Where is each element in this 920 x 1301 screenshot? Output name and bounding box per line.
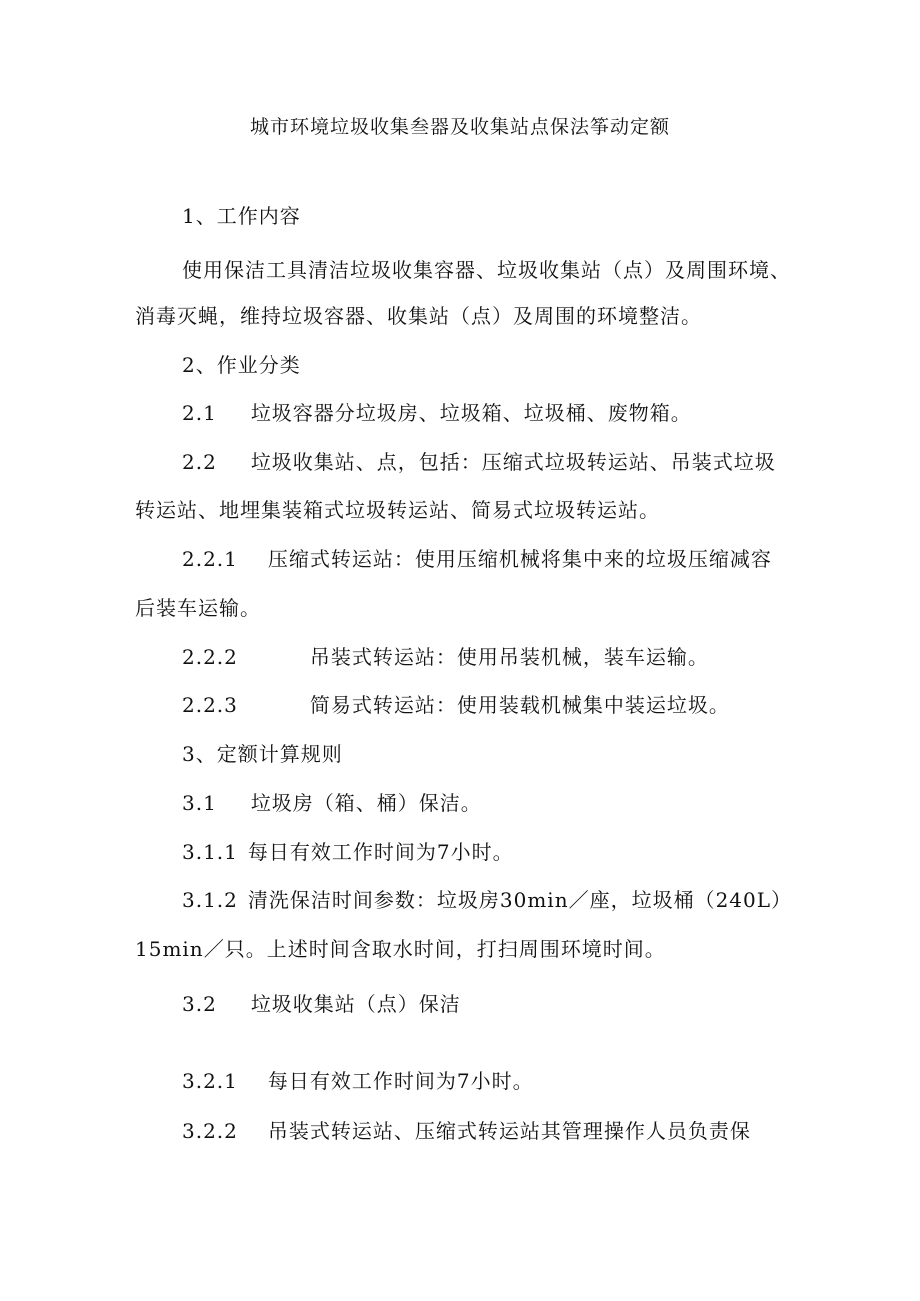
clause-text: 吊装式转运站、压缩式转运站其管理操作人员负责保 [267, 1119, 751, 1143]
section-heading-2: 2、作业分类 [182, 353, 301, 377]
section-heading-1: 1、工作内容 [182, 204, 301, 228]
clause-3-2-1 [182, 1067, 534, 1095]
clause-text: 垃圾容器分垃圾房、垃圾箱、垃圾桶、废物箱。 [250, 401, 692, 425]
document-title: 城市环境垃圾收集叁器及收集站点保法筝动定额 [249, 116, 670, 138]
clause-2-2-1 [182, 545, 772, 573]
clause-2-1 [182, 399, 692, 427]
clause-3-1-1 [182, 838, 514, 866]
clause-2-2 [182, 448, 776, 476]
clause-text: 简易式转运站：使用装载机械集中装运垃圾。 [309, 693, 730, 717]
clause-text: 垃圾收集站、点，包括：压缩式垃圾转运站、吊装式垃圾 [250, 450, 776, 474]
clause-text: 清洗保洁时间参数：垃圾房30min／座，垃圾桶（240L） [247, 888, 793, 912]
clause-number: 2.2.1 [182, 547, 238, 571]
clause-3-2-2 [182, 1117, 751, 1145]
clause-text: 每日有效工作时间为7小时。 [267, 1069, 534, 1093]
paragraph-line: 转运站、地埋集装箱式垃圾转运站、简易式垃圾转运站。 [135, 498, 660, 522]
clause-number: 3.1.1 [182, 840, 238, 864]
clause-text: 垃圾收集站（点）保洁 [250, 992, 461, 1016]
clause-3-2 [182, 990, 461, 1018]
clause-2-2-2 [182, 643, 709, 671]
clause-number: 2.2 [182, 450, 217, 474]
clause-text: 压缩式转运站：使用压缩机械将集中来的垃圾压缩减容 [267, 547, 772, 571]
clause-3-1 [182, 789, 482, 817]
clause-number: 3.2 [182, 992, 217, 1016]
clause-number: 3.2.1 [182, 1069, 238, 1093]
paragraph-line: 后装车运输。 [135, 596, 261, 620]
paragraph-line: 消毒灭蝇，维持垃圾容器、收集站（点）及周围的环境整洁。 [135, 304, 702, 328]
clause-number: 2.1 [182, 401, 217, 425]
clause-3-1-2 [182, 886, 792, 914]
section-heading-3: 3、定额计算规则 [182, 742, 343, 766]
paragraph-line: 使用保洁工具清洁垃圾收集容器、垃圾收集站（点）及周围环境、 [182, 258, 791, 282]
clause-number: 2.2.2 [182, 645, 238, 669]
paragraph-line: 15min／只。上述时间含取水时间，打扫周围环境时间。 [135, 937, 666, 961]
clause-number: 2.2.3 [182, 693, 238, 717]
clause-text: 垃圾房（箱、桶）保洁。 [250, 791, 482, 815]
clause-number: 3.1 [182, 791, 217, 815]
clause-number: 3.1.2 [182, 888, 238, 912]
clause-text: 吊装式转运站：使用吊装机械，装车运输。 [309, 645, 709, 669]
clause-2-2-3 [182, 691, 730, 719]
clause-number: 3.2.2 [182, 1119, 238, 1143]
clause-text: 每日有效工作时间为7小时。 [247, 840, 514, 864]
